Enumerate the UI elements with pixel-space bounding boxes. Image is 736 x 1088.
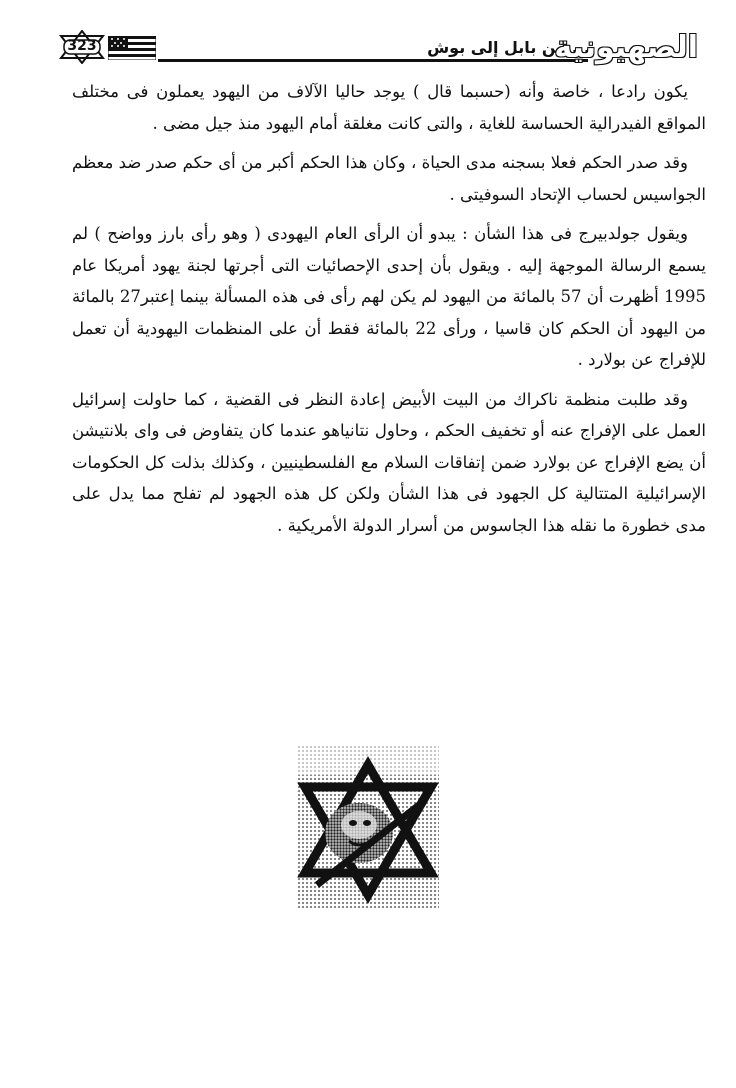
star-of-david-portrait-image: [297, 745, 439, 908]
series-logo: [554, 28, 698, 68]
page-header: [58, 28, 698, 68]
page-number: 323: [67, 38, 97, 54]
us-flag-icon: [108, 36, 156, 60]
paragraph-4: وقد طلبت منظمة ناكراك من البيت الأبيض إعادة النظر فى القضية ، كما حاولت إسرائيل العمل على الإفراج عنه أو تخفيف الحكم ، وحاول نتانياهو عندما كان يتفاوض فى واى بلانتيشن أن يضع الإفراج عن بولارد ضمن إتفاقات السلام مع الفلسطينيين ، وكذلك بذلت كل الحكومات الإسرائيلية المتتالية كل الجهود فى هذا الشأن ولكن كل هذه الجهود لم تفلح مما يدل على مدى خطورة ما نقله هذا الجاسوس من أسرار الدولة الأمريكية .: [72, 389, 706, 535]
paragraph-3: ويقول جولدبيرج فى هذا الشأن : يبدو أن الرأى العام اليهودى ( وهو رأى بارز وواضح ) لم يسمع الرسالة الموجهة إليه . ويقول بأن إحدى الإحصائيات التى أجرتها لجنة يهود أمريكا عام 1995 أظهرت أن 57 بالمائة من اليهود لم يكن لهم رأى فى هذه المسألة بينما إعتبر27 بالمائة من اليهود أن الحكم كان قاسيا ، ورأى 22 بالمائة فقط أن على المنظمات اليهودية أن تعمل للإفراج عن بولارد .: [72, 224, 706, 369]
paragraph-2: وقد صدر الحكم فعلا بسجنه مدى الحياة ، وكان هذا الحكم أكبر من أى حكم صدر ضد معظم الجواسيس لحساب الإتحاد السوفيتى .: [72, 153, 706, 204]
series-logo-text: الصهيونية: [554, 30, 698, 65]
header-rule: [158, 59, 588, 62]
page-body: [72, 76, 706, 549]
paragraph-1: يكون رادعا ، خاصة وأنه (حسبما قال ) يوجد حاليا الآلاف من اليهود يعملون فى مختلف المواقع الفيدرالية الحساسة للغاية ، والتى كانت مغلقة أمام اليهود منذ جيل مضى .: [72, 82, 706, 133]
page-number-badge: [58, 30, 106, 64]
book-title: ... من بابل إلى بوش: [427, 38, 590, 57]
